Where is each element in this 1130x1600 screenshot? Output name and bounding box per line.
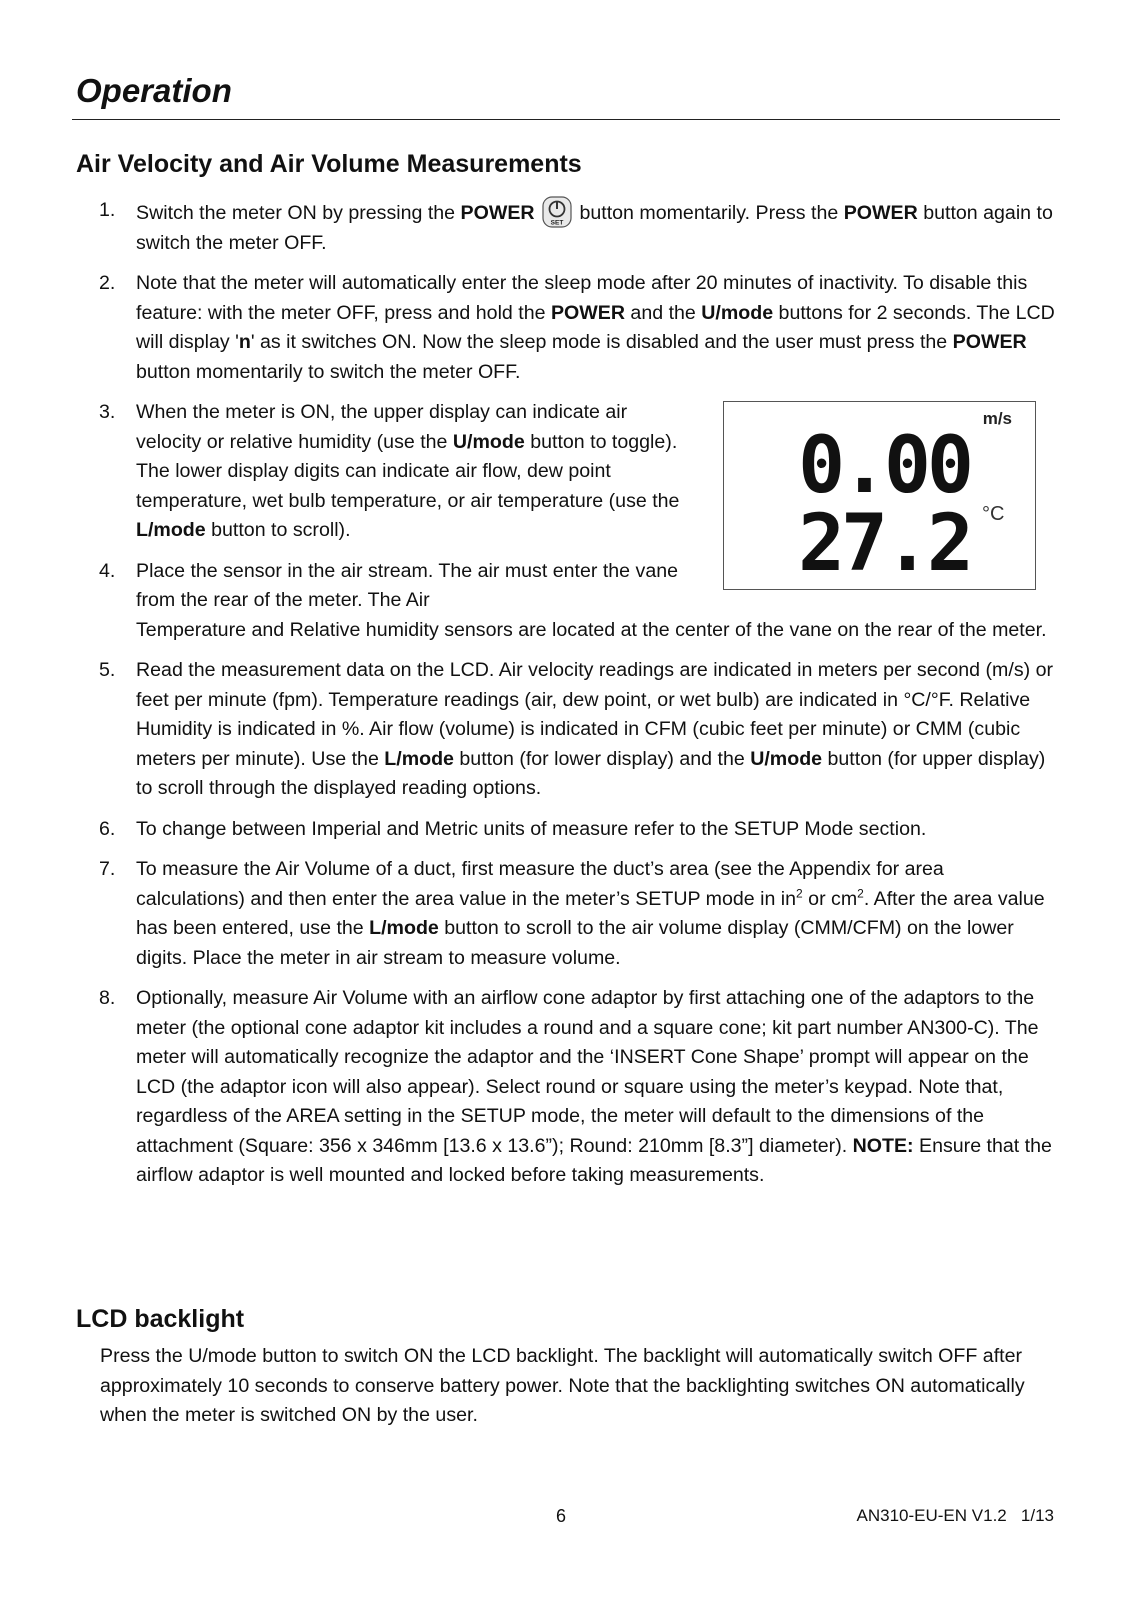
- step-bold: POWER: [843, 202, 918, 224]
- step-text: To change between Imperial and Metric units of measure refer to the SETUP Mode section.: [136, 817, 927, 840]
- lcd-display-figure: [723, 401, 1036, 590]
- step-bold: U/mode: [452, 430, 525, 453]
- step-text: Switch the meter ON by pressing the: [136, 202, 461, 224]
- section-heading-lcd-backlight: LCD backlight: [76, 1305, 245, 1333]
- lcd-upper-value: 0.00: [798, 421, 970, 511]
- step-text: Ensure that the airflow adaptor is well mounted and locked before taking measurements.: [136, 1134, 1052, 1186]
- step-number: 5.: [99, 659, 116, 681]
- step-text: button momentarily to switch the meter OFF.: [136, 360, 521, 383]
- superscript: 2: [796, 885, 803, 900]
- step-bold: NOTE:: [852, 1134, 914, 1157]
- step-text: Read the measurement data on the LCD. Air velocity readings are indicated in meters per second (m/s) or feet per minute (fpm). Temperature readings (air, dew point, or wet bulb) are indicated in °C/°F. Relative Humidity is indicated in %. Air flow (volume) is indicated in CFM (cubic feet per minute) or CMM (cubic meters per minute). Use the: [136, 659, 1054, 770]
- step-number: 1.: [99, 199, 116, 221]
- step-1: [0, 196, 1130, 258]
- step-number: 4.: [99, 559, 116, 582]
- lcd-upper-unit: m/s: [982, 409, 1012, 428]
- step-text: button to scroll to the air volume display (CMM/CFM) on the lower digits. Place the meter in air stream to measure volume.: [136, 917, 1014, 969]
- step-bold: n: [238, 331, 251, 353]
- step-5: [0, 656, 1130, 804]
- step-text-block: [136, 398, 696, 546]
- step-bold: L/mode: [369, 917, 439, 939]
- step-bold: POWER: [460, 202, 535, 224]
- page-number: 6: [556, 1506, 567, 1526]
- step-2: [0, 269, 1130, 387]
- lcd-display-svg: [724, 402, 1035, 589]
- section-heading-air-velocity: Air Velocity and Air Volume Measurements: [76, 150, 582, 178]
- lcd-lower-value: 27.2: [798, 499, 970, 589]
- step-text: button (for upper display) to scroll through the displayed reading options.: [136, 747, 1046, 799]
- step-text: Temperature and Relative humidity sensors are located at the center of the vane on the rear of the meter.: [136, 618, 1047, 641]
- step-text: . After the area value has been entered, use the: [136, 887, 1045, 939]
- step-text: or cm: [802, 887, 858, 910]
- step-8: [0, 984, 1130, 1191]
- document-id: AN310-EU-EN V1.2 1/13: [856, 1506, 1054, 1525]
- step-text: ' as it switches ON. Now the sleep mode is disabled and the user must press the: [250, 331, 953, 353]
- step-text: Note that the meter will automatically enter the sleep mode after 20 minutes of inactivity. To disable this feature: with the meter OFF, press and hold the: [136, 272, 1028, 324]
- step-text: button to toggle). The lower display digits can indicate air flow, dew point temperature, wet bulb temperature, or air temperature (use the: [136, 430, 680, 512]
- step-number: 6.: [99, 817, 116, 840]
- step-7: [0, 855, 1130, 973]
- step-bold: L/mode: [384, 747, 454, 770]
- lcd-backlight-paragraph: Press the U/mode button to switch ON the LCD backlight. The backlight will automatically switch OFF after approximately 10 seconds to conserve battery power. Note that the backlighting switches ON automatically when the meter is switched ON by the user.: [100, 1345, 1025, 1426]
- step-text: When the meter is ON, the upper display can indicate air velocity or relative humidity (use the: [136, 401, 628, 453]
- title-divider: [72, 119, 1060, 120]
- step-text: button again to switch the meter OFF.: [136, 202, 1053, 254]
- superscript: 2: [857, 885, 864, 900]
- step-text: buttons for 2 seconds. The LCD will display ': [136, 301, 1055, 353]
- step-text: button to scroll).: [205, 519, 351, 541]
- step-number: 7.: [99, 858, 116, 880]
- step-text: button momentarily. Press the: [574, 202, 844, 224]
- step-text: Optionally, measure Air Volume with an airflow cone adaptor by first attaching one of the adaptors to the meter (the optional cone adaptor kit includes a round and a square cone; kit part number AN300-C). The meter will automatically recognize the adaptor and the ‘INSERT Cone Shape’ prompt will appear on the LCD (the adaptor icon will also appear). Select round or square using the meter’s keypad. Note that, regardless of the AREA setting in the SETUP mode, the meter will default to the dimensions of the attachment (Square: 356 x 346mm [13.6 x 13.6”); Round: 210mm [8.3”] diameter).: [136, 987, 1039, 1157]
- step-text: Place the sensor in the air stream. The air must enter the vane from the rear of the meter. The Air: [136, 559, 679, 611]
- page-title: Operation: [76, 72, 232, 109]
- step-number: 3.: [99, 401, 116, 423]
- steps-list: [0, 196, 1130, 1202]
- power-icon-set-label: SET: [550, 219, 564, 227]
- step-bold: U/mode: [701, 301, 774, 324]
- step-text: To measure the Air Volume of a duct, first measure the duct’s area (see the Appendix for area calculations) and then enter the area value in the meter’s SETUP mode in in: [136, 858, 944, 910]
- step-bold: POWER: [952, 331, 1027, 353]
- step-6: [0, 815, 1130, 845]
- power-button-icon: [542, 196, 572, 228]
- lcd-lower-unit: °C: [982, 503, 1005, 525]
- step-text: button (for lower display) and the: [453, 747, 751, 770]
- step-bold: POWER: [550, 301, 625, 324]
- step-number: 8.: [99, 987, 116, 1009]
- step-number: 2.: [99, 272, 116, 294]
- step-bold: U/mode: [750, 747, 823, 770]
- step-bold: L/mode: [136, 519, 206, 541]
- step-text: and the: [624, 301, 702, 324]
